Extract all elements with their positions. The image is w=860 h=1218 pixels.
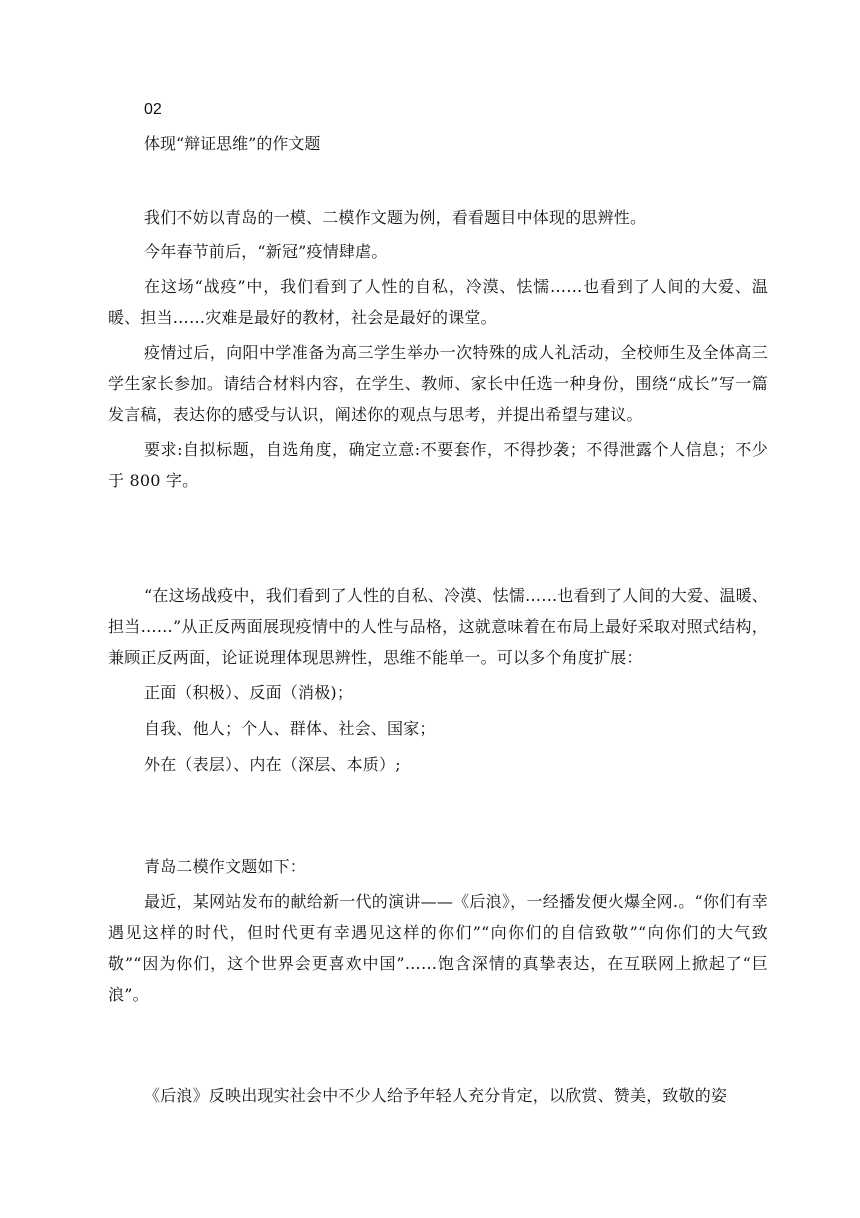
paragraph-block-2 (108, 580, 768, 780)
section-title: 体现“辩证思维”的作文题 (144, 134, 321, 153)
paragraph: 外在（表层）、内在（深层、本质）; (144, 755, 401, 774)
paragraph-block-1 (108, 202, 768, 496)
paragraph: 疫情过后，向阳中学准备为高三学生举办一次特殊的成人礼活动，全校师生及全体高三学生家长参加。请结合材料内容，在学生、教师、家长中任选一种身份，围绕“成长”写一篇发言稿，表达你的感受与认识，阐述你的观点与思考，并提出希望与建议。 (108, 343, 768, 424)
paragraph: 最近，某网站发布的献给新一代的演讲——《后浪》，一经播发便火爆全网.。“你们有幸遇见这样的时代，但时代更有幸遇见这样的你们”“向你们的自信致敬”“向你们的大气致敬”“因为你们，这个世界会更喜欢中国”……饱含深情的真挚表达，在互联网上掀起了“巨浪”。 (108, 892, 768, 1004)
paragraph: 青岛二模作文题如下： (144, 857, 307, 876)
paragraph: “在这场战疫中，我们看到了人性的自私、冷漠、怯懦……也看到了人间的大爱、温暖、担当……”从正反两面展现疫情中的人性与品格，这就意味着在布局上最好采取对照式结构，兼顾正反两面，论证说理体现思辨性，思维不能单一。可以多个角度扩展： (108, 586, 768, 667)
section-number: 02 (144, 101, 162, 118)
paragraph: 《后浪》反映出现实社会中不少人给予年轻人充分肯定，以欣赏、赞美，致敬的姿 (144, 1086, 728, 1105)
paragraph: 要求:自拟标题，自选角度，确定立意:不要套作，不得抄袭；不得泄露个人信息；不少于 800 字。 (108, 440, 768, 490)
paragraph: 我们不妨以青岛的一模、二模作文题为例，看看题目中体现的思辨性。 (144, 208, 647, 227)
paragraph: 自我、他人；个人、群体、社会、国家； (144, 719, 436, 738)
paragraph-block-4 (108, 1080, 768, 1111)
paragraph: 今年春节前后，“新冠”疫情肆虐。 (144, 242, 388, 261)
paragraph: 正面（积极）、反面（消极)； (144, 683, 354, 702)
paragraph-block-3 (108, 851, 768, 1010)
paragraph: 在这场“战疫”中，我们看到了人性的自私，冷漠、怯懦……也看到了人间的大爱、温暖、担当……灾难是最好的教材，社会是最好的课堂。 (108, 277, 768, 327)
